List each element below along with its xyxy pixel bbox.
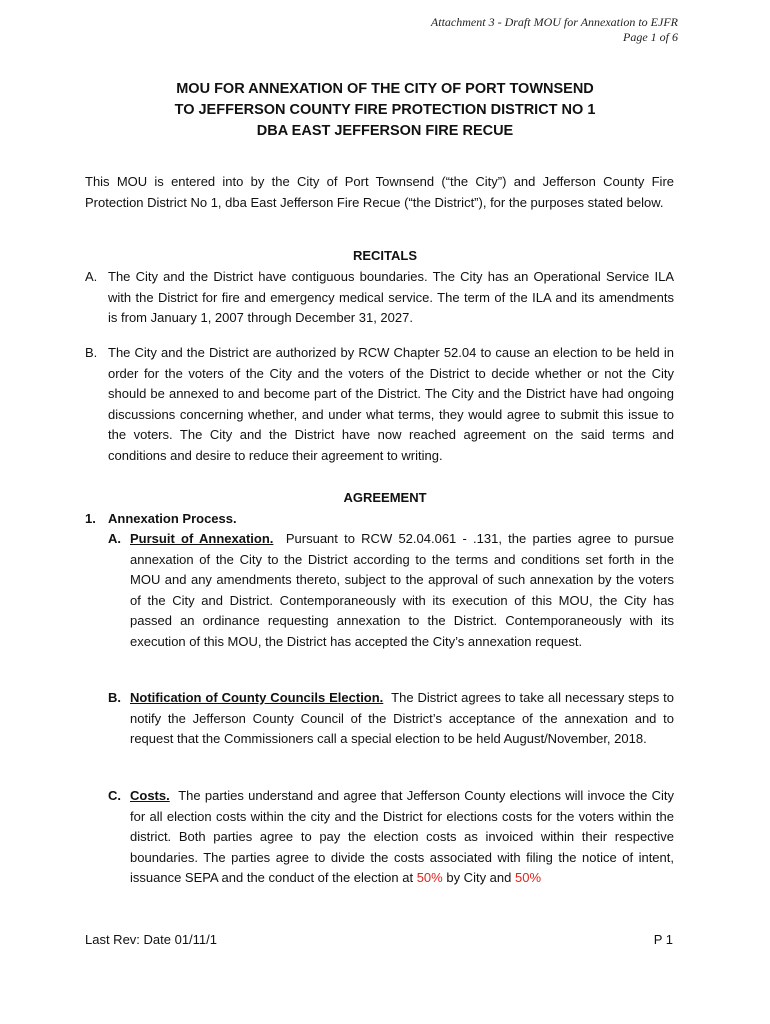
item-a-marker: A. <box>108 531 121 546</box>
item-b-paragraph <box>130 688 674 750</box>
section-1-title: Annexation Process. <box>108 511 237 526</box>
item-b-title: Notification of County Councils Election. <box>130 690 384 705</box>
recital-b-text: The City and the District are authorized by RCW Chapter 52.04 to cause an election to be held in order for the voters of the City and the voters of the District to decide whether or not the City should be annexed to and become part of the District. The City and the District have had ongoing discussions concerning whether, and under what terms, they would agree to submit this issue to the voters. The City and the District have now reached agreement on the said terms and conditions and desire to reduce their agreement to writing. <box>108 345 674 463</box>
item-b-text: The District agrees to take all necessary steps to notify the Jefferson County Council of the District’s acceptance of the annexation and to request that the Commissioners call a special election to be held August/November, 2018. <box>130 690 674 746</box>
section-1-marker: 1. <box>85 511 96 526</box>
item-c-paragraph <box>130 786 674 889</box>
agreement-heading: AGREEMENT <box>343 490 427 505</box>
footer-page-number: P 1 <box>653 932 673 947</box>
title-line-2: TO JEFFERSON COUNTY FIRE PROTECTION DISTRICT NO 1 <box>174 102 596 118</box>
recitals-heading: RECITALS <box>352 248 418 263</box>
page-header <box>431 15 678 45</box>
title-line-3: DBA EAST JEFFERSON FIRE RECUE <box>256 123 514 139</box>
item-c-text: The parties understand and agree that Jefferson County elections will invoce the City for all election costs within the city and the District for elections costs for the voters within the district. Both parties agree to pay the election costs as invoiced within their respective boundaries. The parties agree to divide the costs associated with filing the notice of intent, issuance SEPA and the conduct of the election at <box>130 788 674 885</box>
item-c-title: Costs. <box>130 788 170 803</box>
title-line-1: MOU FOR ANNEXATION OF THE CITY OF PORT TOWNSEND <box>176 81 594 97</box>
recital-a-text: The City and the District have contiguous boundaries. The City has an Operational Service ILA with the District for fire and emergency medical service. The term of the ILA and its amendments is from January 1, 2007 through December 31, 2027. <box>108 269 674 325</box>
document-title <box>0 79 770 142</box>
footer-revision: Last Rev: Date 01/11/1 <box>85 932 218 947</box>
district-cost-share: 50% <box>515 870 542 885</box>
item-c-mid-text: by City and <box>446 870 512 885</box>
city-cost-share: 50% <box>416 870 443 885</box>
recital-a-marker: A. <box>85 269 98 284</box>
item-a-title: Pursuit of Annexation. <box>130 531 274 546</box>
attachment-label: Attachment 3 - Draft MOU for Annexation to EJFR <box>430 15 678 29</box>
item-b-marker: B. <box>108 690 121 705</box>
page-number-header: Page 1 of 6 <box>623 30 678 44</box>
recital-b-marker: B. <box>85 345 98 360</box>
item-a-text: Pursuant to RCW 52.04.061 - .131, the parties agree to pursue annexation of the City to the District according to the terms and conditions set forth in the MOU and any amendments thereto, subject to the approval of such annexation by the voters of the City and District. Contemporaneously with its execution of this MOU, the City has passed an ordinance requesting annexation to the District. Contemporaneously with its execution of this MOU, the District has accepted the City’s annexation request. <box>130 531 674 649</box>
intro-paragraph: This MOU is entered into by the City of Port Townsend (“the City”) and Jefferson County Fire Protection District No 1, dba East Jefferson Fire Recue (“the District”), for the purposes stated below. <box>85 174 674 210</box>
item-c-marker: C. <box>108 788 121 803</box>
item-a-paragraph <box>130 529 674 652</box>
